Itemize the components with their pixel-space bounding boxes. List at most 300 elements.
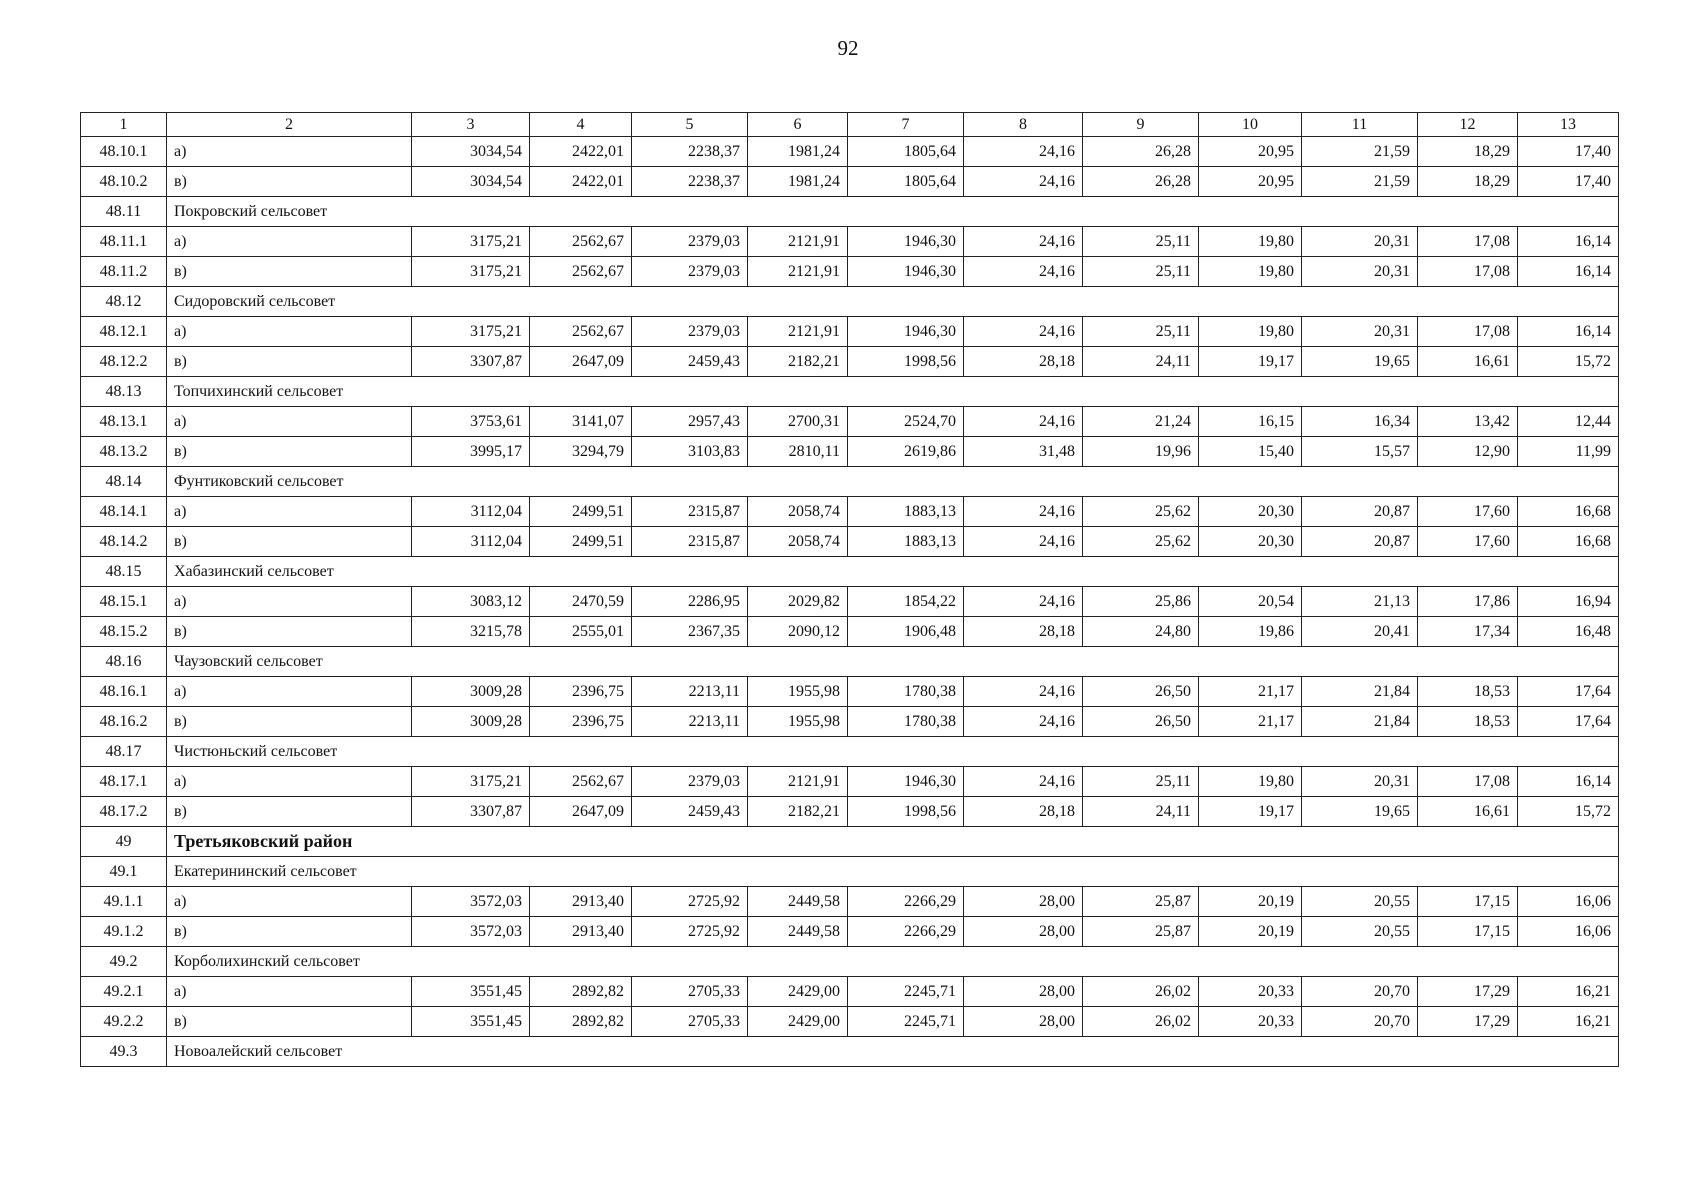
value-cell: 20,55 (1302, 917, 1418, 947)
value-cell: 1981,24 (748, 167, 848, 197)
column-header: 6 (748, 113, 848, 137)
table-row (81, 797, 1619, 827)
row-label: в) (167, 917, 412, 947)
table-row (81, 347, 1619, 377)
value-cell: 20,54 (1199, 587, 1302, 617)
value-cell: 3009,28 (412, 677, 530, 707)
value-cell: 17,08 (1418, 767, 1518, 797)
value-cell: 19,65 (1302, 347, 1418, 377)
column-header: 7 (848, 113, 964, 137)
value-cell: 3034,54 (412, 137, 530, 167)
value-cell: 15,72 (1518, 347, 1619, 377)
row-code: 48.13.2 (81, 437, 167, 467)
value-cell: 2449,58 (748, 887, 848, 917)
council-name: Хабазинский сельсовет (167, 557, 1619, 587)
council-name: Покровский сельсовет (167, 197, 1619, 227)
council-name: Корболихинский сельсовет (167, 947, 1619, 977)
value-cell: 18,53 (1418, 707, 1518, 737)
value-cell: 28,00 (964, 977, 1083, 1007)
value-cell: 3307,87 (412, 347, 530, 377)
row-code: 48.15 (81, 557, 167, 587)
table-row (81, 527, 1619, 557)
row-code: 49 (81, 827, 167, 857)
row-label: а) (167, 767, 412, 797)
value-cell: 2810,11 (748, 437, 848, 467)
value-cell: 24,16 (964, 587, 1083, 617)
value-cell: 2429,00 (748, 1007, 848, 1037)
council-name: Екатерининский сельсовет (167, 857, 1619, 887)
value-cell: 3009,28 (412, 707, 530, 737)
value-cell: 2379,03 (632, 227, 748, 257)
value-cell: 3083,12 (412, 587, 530, 617)
value-cell: 17,60 (1418, 497, 1518, 527)
value-cell: 2121,91 (748, 317, 848, 347)
value-cell: 31,48 (964, 437, 1083, 467)
row-label: в) (167, 797, 412, 827)
column-header: 1 (81, 113, 167, 137)
value-cell: 28,18 (964, 617, 1083, 647)
value-cell: 1998,56 (848, 797, 964, 827)
row-code: 49.2.2 (81, 1007, 167, 1037)
row-label: а) (167, 317, 412, 347)
value-cell: 2182,21 (748, 797, 848, 827)
row-code: 48.11.2 (81, 257, 167, 287)
row-code: 48.13.1 (81, 407, 167, 437)
value-cell: 3572,03 (412, 887, 530, 917)
value-cell: 20,33 (1199, 1007, 1302, 1037)
value-cell: 15,40 (1199, 437, 1302, 467)
value-cell: 3175,21 (412, 257, 530, 287)
value-cell: 20,19 (1199, 887, 1302, 917)
tariff-table (80, 112, 1619, 1067)
value-cell: 16,14 (1518, 227, 1619, 257)
value-cell: 2422,01 (530, 167, 632, 197)
value-cell: 16,94 (1518, 587, 1619, 617)
column-header: 9 (1083, 113, 1199, 137)
value-cell: 2286,95 (632, 587, 748, 617)
value-cell: 28,00 (964, 887, 1083, 917)
council-row (81, 1037, 1619, 1067)
value-cell: 2367,35 (632, 617, 748, 647)
value-cell: 28,18 (964, 797, 1083, 827)
value-cell: 2725,92 (632, 887, 748, 917)
table-row (81, 707, 1619, 737)
value-cell: 17,29 (1418, 977, 1518, 1007)
value-cell: 12,44 (1518, 407, 1619, 437)
value-cell: 3551,45 (412, 1007, 530, 1037)
row-label: а) (167, 677, 412, 707)
value-cell: 1883,13 (848, 527, 964, 557)
value-cell: 1946,30 (848, 227, 964, 257)
value-cell: 2058,74 (748, 527, 848, 557)
value-cell: 24,16 (964, 227, 1083, 257)
council-name: Фунтиковский сельсовет (167, 467, 1619, 497)
column-header-row (81, 113, 1619, 137)
value-cell: 2459,43 (632, 797, 748, 827)
value-cell: 2647,09 (530, 797, 632, 827)
council-row (81, 287, 1619, 317)
value-cell: 2213,11 (632, 707, 748, 737)
value-cell: 2892,82 (530, 1007, 632, 1037)
council-name: Топчихинский сельсовет (167, 377, 1619, 407)
value-cell: 25,86 (1083, 587, 1199, 617)
value-cell: 17,40 (1518, 137, 1619, 167)
value-cell: 1780,38 (848, 707, 964, 737)
row-label: а) (167, 587, 412, 617)
value-cell: 3307,87 (412, 797, 530, 827)
value-cell: 2647,09 (530, 347, 632, 377)
row-label: в) (167, 347, 412, 377)
row-label: в) (167, 617, 412, 647)
value-cell: 3995,17 (412, 437, 530, 467)
value-cell: 15,57 (1302, 437, 1418, 467)
value-cell: 25,11 (1083, 257, 1199, 287)
value-cell: 17,64 (1518, 707, 1619, 737)
value-cell: 24,16 (964, 767, 1083, 797)
value-cell: 2562,67 (530, 227, 632, 257)
value-cell: 26,50 (1083, 677, 1199, 707)
row-label: а) (167, 887, 412, 917)
value-cell: 3175,21 (412, 317, 530, 347)
value-cell: 3551,45 (412, 977, 530, 1007)
value-cell: 20,95 (1199, 167, 1302, 197)
value-cell: 16,15 (1199, 407, 1302, 437)
value-cell: 24,11 (1083, 347, 1199, 377)
value-cell: 19,17 (1199, 347, 1302, 377)
value-cell: 24,16 (964, 167, 1083, 197)
value-cell: 26,28 (1083, 137, 1199, 167)
row-code: 48.14.2 (81, 527, 167, 557)
column-header: 4 (530, 113, 632, 137)
value-cell: 17,08 (1418, 227, 1518, 257)
row-code: 48.17 (81, 737, 167, 767)
council-row (81, 377, 1619, 407)
value-cell: 21,17 (1199, 707, 1302, 737)
value-cell: 2459,43 (632, 347, 748, 377)
value-cell: 2957,43 (632, 407, 748, 437)
value-cell: 2524,70 (848, 407, 964, 437)
row-code: 48.10.1 (81, 137, 167, 167)
value-cell: 2396,75 (530, 707, 632, 737)
value-cell: 17,08 (1418, 317, 1518, 347)
table-row (81, 137, 1619, 167)
row-code: 49.2 (81, 947, 167, 977)
value-cell: 2238,37 (632, 137, 748, 167)
value-cell: 18,53 (1418, 677, 1518, 707)
value-cell: 1906,48 (848, 617, 964, 647)
row-code: 48.11.1 (81, 227, 167, 257)
value-cell: 19,80 (1199, 257, 1302, 287)
value-cell: 2422,01 (530, 137, 632, 167)
column-header: 13 (1518, 113, 1619, 137)
table-row (81, 407, 1619, 437)
value-cell: 19,86 (1199, 617, 1302, 647)
table-row (81, 437, 1619, 467)
table-row (81, 1007, 1619, 1037)
value-cell: 21,84 (1302, 677, 1418, 707)
value-cell: 1998,56 (848, 347, 964, 377)
value-cell: 17,60 (1418, 527, 1518, 557)
row-code: 48.12 (81, 287, 167, 317)
value-cell: 3112,04 (412, 527, 530, 557)
value-cell: 3141,07 (530, 407, 632, 437)
value-cell: 17,34 (1418, 617, 1518, 647)
row-label: а) (167, 977, 412, 1007)
value-cell: 2121,91 (748, 257, 848, 287)
value-cell: 24,80 (1083, 617, 1199, 647)
column-header: 11 (1302, 113, 1418, 137)
row-label: в) (167, 257, 412, 287)
row-code: 48.17.2 (81, 797, 167, 827)
value-cell: 2379,03 (632, 257, 748, 287)
table-row (81, 677, 1619, 707)
value-cell: 16,61 (1418, 797, 1518, 827)
row-code: 48.12.1 (81, 317, 167, 347)
value-cell: 20,31 (1302, 257, 1418, 287)
value-cell: 17,08 (1418, 257, 1518, 287)
value-cell: 3112,04 (412, 497, 530, 527)
value-cell: 19,17 (1199, 797, 1302, 827)
value-cell: 2913,40 (530, 887, 632, 917)
value-cell: 24,16 (964, 497, 1083, 527)
value-cell: 1854,22 (848, 587, 964, 617)
value-cell: 25,11 (1083, 317, 1199, 347)
value-cell: 24,16 (964, 257, 1083, 287)
row-code: 49.2.1 (81, 977, 167, 1007)
value-cell: 20,70 (1302, 1007, 1418, 1037)
value-cell: 2499,51 (530, 527, 632, 557)
value-cell: 1981,24 (748, 137, 848, 167)
value-cell: 20,55 (1302, 887, 1418, 917)
value-cell: 28,00 (964, 917, 1083, 947)
value-cell: 17,15 (1418, 917, 1518, 947)
value-cell: 3753,61 (412, 407, 530, 437)
row-code: 48.15.2 (81, 617, 167, 647)
value-cell: 20,31 (1302, 227, 1418, 257)
value-cell: 21,59 (1302, 167, 1418, 197)
table-row (81, 497, 1619, 527)
row-code: 48.13 (81, 377, 167, 407)
value-cell: 19,80 (1199, 227, 1302, 257)
value-cell: 17,40 (1518, 167, 1619, 197)
value-cell: 28,18 (964, 347, 1083, 377)
value-cell: 25,62 (1083, 527, 1199, 557)
row-label: а) (167, 497, 412, 527)
value-cell: 20,87 (1302, 497, 1418, 527)
value-cell: 17,86 (1418, 587, 1518, 617)
value-cell: 26,28 (1083, 167, 1199, 197)
value-cell: 2121,91 (748, 767, 848, 797)
row-code: 48.11 (81, 197, 167, 227)
value-cell: 24,16 (964, 707, 1083, 737)
value-cell: 21,24 (1083, 407, 1199, 437)
value-cell: 20,95 (1199, 137, 1302, 167)
value-cell: 20,70 (1302, 977, 1418, 1007)
row-code: 48.15.1 (81, 587, 167, 617)
council-name: Новоалейский сельсовет (167, 1037, 1619, 1067)
table-row (81, 587, 1619, 617)
row-code: 48.16 (81, 647, 167, 677)
value-cell: 2213,11 (632, 677, 748, 707)
value-cell: 24,16 (964, 137, 1083, 167)
value-cell: 16,34 (1302, 407, 1418, 437)
value-cell: 24,16 (964, 317, 1083, 347)
value-cell: 2245,71 (848, 1007, 964, 1037)
value-cell: 16,14 (1518, 257, 1619, 287)
value-cell: 2266,29 (848, 917, 964, 947)
row-code: 48.10.2 (81, 167, 167, 197)
row-code: 48.14.1 (81, 497, 167, 527)
value-cell: 2892,82 (530, 977, 632, 1007)
value-cell: 17,15 (1418, 887, 1518, 917)
value-cell: 17,64 (1518, 677, 1619, 707)
value-cell: 25,87 (1083, 887, 1199, 917)
value-cell: 1805,64 (848, 137, 964, 167)
value-cell: 2058,74 (748, 497, 848, 527)
table-row (81, 317, 1619, 347)
value-cell: 13,42 (1418, 407, 1518, 437)
row-label: а) (167, 137, 412, 167)
value-cell: 20,33 (1199, 977, 1302, 1007)
value-cell: 19,96 (1083, 437, 1199, 467)
value-cell: 20,30 (1199, 497, 1302, 527)
table-row (81, 227, 1619, 257)
value-cell: 16,14 (1518, 317, 1619, 347)
value-cell: 1955,98 (748, 707, 848, 737)
value-cell: 20,19 (1199, 917, 1302, 947)
district-row (81, 827, 1619, 857)
value-cell: 2315,87 (632, 497, 748, 527)
row-code: 48.17.1 (81, 767, 167, 797)
column-header: 5 (632, 113, 748, 137)
value-cell: 16,14 (1518, 767, 1619, 797)
value-cell: 2121,91 (748, 227, 848, 257)
value-cell: 21,84 (1302, 707, 1418, 737)
value-cell: 2238,37 (632, 167, 748, 197)
value-cell: 20,31 (1302, 317, 1418, 347)
council-row (81, 197, 1619, 227)
value-cell: 2379,03 (632, 767, 748, 797)
value-cell: 21,17 (1199, 677, 1302, 707)
value-cell: 3034,54 (412, 167, 530, 197)
value-cell: 25,11 (1083, 767, 1199, 797)
table-row (81, 617, 1619, 647)
row-label: в) (167, 527, 412, 557)
council-row (81, 647, 1619, 677)
value-cell: 2913,40 (530, 917, 632, 947)
value-cell: 24,16 (964, 677, 1083, 707)
value-cell: 18,29 (1418, 137, 1518, 167)
value-cell: 2499,51 (530, 497, 632, 527)
council-name: Сидоровский сельсовет (167, 287, 1619, 317)
council-row (81, 467, 1619, 497)
value-cell: 1780,38 (848, 677, 964, 707)
value-cell: 3175,21 (412, 227, 530, 257)
value-cell: 26,02 (1083, 1007, 1199, 1037)
row-code: 48.14 (81, 467, 167, 497)
council-row (81, 947, 1619, 977)
page-number: 92 (837, 36, 859, 60)
row-label: в) (167, 707, 412, 737)
value-cell: 2379,03 (632, 317, 748, 347)
value-cell: 2700,31 (748, 407, 848, 437)
value-cell: 1883,13 (848, 497, 964, 527)
council-row (81, 737, 1619, 767)
row-code: 49.1.2 (81, 917, 167, 947)
value-cell: 2449,58 (748, 917, 848, 947)
value-cell: 2619,86 (848, 437, 964, 467)
row-label: в) (167, 1007, 412, 1037)
value-cell: 1955,98 (748, 677, 848, 707)
value-cell: 1946,30 (848, 257, 964, 287)
value-cell: 2315,87 (632, 527, 748, 557)
value-cell: 2562,67 (530, 767, 632, 797)
value-cell: 3572,03 (412, 917, 530, 947)
value-cell: 21,13 (1302, 587, 1418, 617)
value-cell: 25,11 (1083, 227, 1199, 257)
value-cell: 3103,83 (632, 437, 748, 467)
value-cell: 2470,59 (530, 587, 632, 617)
row-label: а) (167, 407, 412, 437)
council-row (81, 857, 1619, 887)
value-cell: 19,65 (1302, 797, 1418, 827)
value-cell: 1805,64 (848, 167, 964, 197)
row-code: 48.12.2 (81, 347, 167, 377)
row-label: а) (167, 227, 412, 257)
value-cell: 20,41 (1302, 617, 1418, 647)
column-header: 3 (412, 113, 530, 137)
value-cell: 1946,30 (848, 317, 964, 347)
value-cell: 1946,30 (848, 767, 964, 797)
table-body (81, 113, 1619, 1067)
row-label: в) (167, 167, 412, 197)
value-cell: 2725,92 (632, 917, 748, 947)
value-cell: 26,50 (1083, 707, 1199, 737)
value-cell: 2182,21 (748, 347, 848, 377)
value-cell: 25,87 (1083, 917, 1199, 947)
value-cell: 3215,78 (412, 617, 530, 647)
value-cell: 16,48 (1518, 617, 1619, 647)
value-cell: 16,68 (1518, 527, 1619, 557)
row-code: 48.16.1 (81, 677, 167, 707)
value-cell: 2090,12 (748, 617, 848, 647)
value-cell: 2266,29 (848, 887, 964, 917)
value-cell: 20,87 (1302, 527, 1418, 557)
value-cell: 25,62 (1083, 497, 1199, 527)
value-cell: 28,00 (964, 1007, 1083, 1037)
value-cell: 3294,79 (530, 437, 632, 467)
council-name: Чаузовский сельсовет (167, 647, 1619, 677)
value-cell: 15,72 (1518, 797, 1619, 827)
column-header: 8 (964, 113, 1083, 137)
value-cell: 16,21 (1518, 1007, 1619, 1037)
row-code: 49.1 (81, 857, 167, 887)
table-row (81, 167, 1619, 197)
council-name: Чистюньский сельсовет (167, 737, 1619, 767)
column-header: 10 (1199, 113, 1302, 137)
row-code: 48.16.2 (81, 707, 167, 737)
value-cell: 19,80 (1199, 317, 1302, 347)
value-cell: 20,30 (1199, 527, 1302, 557)
value-cell: 18,29 (1418, 167, 1518, 197)
value-cell: 2705,33 (632, 1007, 748, 1037)
value-cell: 2555,01 (530, 617, 632, 647)
column-header: 2 (167, 113, 412, 137)
council-row (81, 557, 1619, 587)
value-cell: 3175,21 (412, 767, 530, 797)
value-cell: 2396,75 (530, 677, 632, 707)
value-cell: 21,59 (1302, 137, 1418, 167)
